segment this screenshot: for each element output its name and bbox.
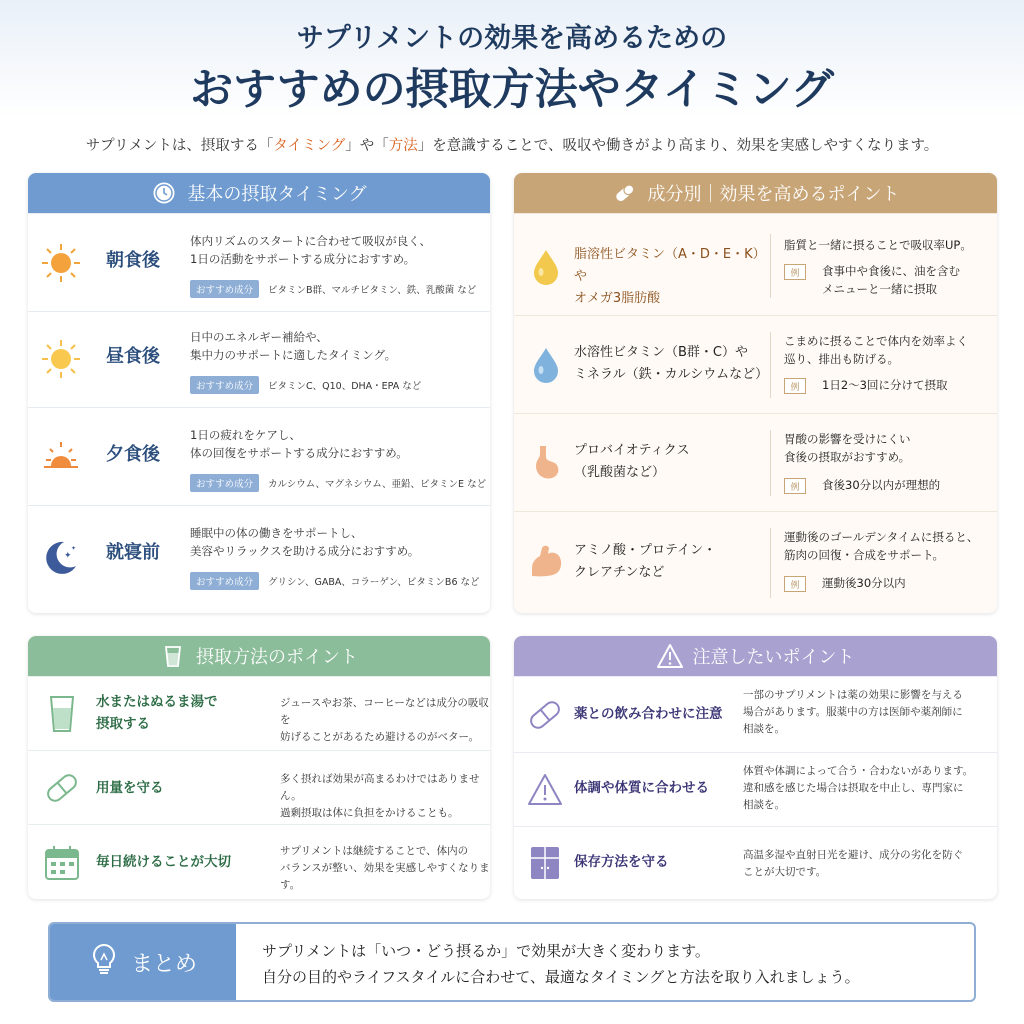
nutrient-example-line: 食事中や食後に、油を含む <box>822 264 960 278</box>
nutrient-panel-title: 成分別｜効果を高めるポイント <box>647 184 900 205</box>
summary-label: まとめ <box>130 951 197 977</box>
method-desc-line: 妨げることがあるため避けるのがベター。 <box>280 731 480 743</box>
method-name: 毎日続けることが大切 <box>96 854 231 870</box>
method-desc <box>280 695 490 746</box>
glass-icon <box>160 643 186 669</box>
caution-row-condition <box>514 752 997 826</box>
stomach-icon <box>526 442 566 484</box>
capsule-icon <box>612 180 638 206</box>
nutrient-name <box>574 244 774 310</box>
caution-desc-line: ことが大切です。 <box>743 866 827 878</box>
nutrient-name-line: アミノ酸・プロテイン・ <box>574 543 717 558</box>
nutrient-desc <box>784 332 994 368</box>
nutrient-desc-line: 胃酸の影響を受けにくい <box>784 432 911 446</box>
water-drop-icon <box>526 344 566 386</box>
recommend-badge: おすすめ成分 <box>190 572 259 590</box>
nutrient-name <box>574 342 774 386</box>
caution-desc-line: 違和感を感じた場合は摂取を中止し、専門家に <box>743 782 964 794</box>
summary-label-block <box>50 924 236 1000</box>
method-row-continue <box>28 824 490 899</box>
nutrient-name-line: 脂溶性ビタミン（A・D・E・K）や <box>574 247 766 284</box>
intro-text <box>0 134 1024 155</box>
method-name-line: 摂取する <box>96 716 150 732</box>
intro-pre: サプリメントは、摂取する「 <box>85 138 274 154</box>
intro-mid: 」や「 <box>345 138 389 154</box>
timing-desc-line: 日中のエネルギー補給や、 <box>190 330 328 344</box>
timing-name: 昼食後 <box>106 346 160 367</box>
nutrient-row-water-soluble <box>514 315 997 413</box>
nutrient-desc <box>784 430 994 466</box>
caution-desc-line: 相談を。 <box>743 799 785 811</box>
lightbulb-icon <box>89 942 119 982</box>
caution-desc-line: 場合があります。服薬中の方は医師や薬剤師に <box>743 706 963 718</box>
nutrient-example-line: メニューと一緒に摂取 <box>822 282 937 296</box>
timing-desc-line: 美容やリラックスを助ける成分におすすめ。 <box>190 544 420 558</box>
example-badge: 例 <box>784 478 806 494</box>
method-desc-line: 多く摂れば効果が高まるわけではありません。 <box>280 773 480 802</box>
caution-desc <box>743 763 993 814</box>
sun-icon <box>40 242 82 284</box>
method-panel-header <box>28 636 490 676</box>
timing-desc <box>190 328 490 364</box>
caution-name: 体調や体質に合わせる <box>574 780 709 796</box>
nutrient-example: 食後30分以内が理想的 <box>822 478 941 492</box>
timing-desc-line: 1日の活動をサポートする成分におすすめ。 <box>190 252 416 266</box>
nutrient-name-line: （乳酸菌など） <box>574 465 666 480</box>
nutrient-example <box>822 262 997 298</box>
method-name-line: 水またはぬるま湯で <box>96 694 218 710</box>
caution-panel-title: 注意したいポイント <box>692 647 855 668</box>
summary-line: サプリメントは「いつ・どう摂るか」で効果が大きく変わります。 <box>262 942 710 960</box>
nutrient-row-probiotics <box>514 413 997 511</box>
recommend-supplements: ビタミンB群、マルチビタミン、鉄、乳酸菌 など <box>268 285 477 296</box>
summary-text <box>262 938 962 990</box>
caution-row-storage <box>514 826 997 899</box>
method-desc-line: 過剰摂取は体に負担をかけることも。 <box>280 807 459 819</box>
example-badge: 例 <box>784 576 806 592</box>
timing-panel-title: 基本の摂取タイミング <box>187 184 367 205</box>
nutrient-desc: 脂質と一緒に摂ることで吸収率UP。 <box>784 238 972 252</box>
nutrient-example: 1日2〜3回に分けて摂取 <box>822 378 948 392</box>
example-badge: 例 <box>784 264 806 280</box>
timing-panel <box>28 173 490 613</box>
warning-icon <box>657 643 683 669</box>
nutrient-example: 運動後30分以内 <box>822 576 906 590</box>
method-desc-line: ジュースやお茶、コーヒーなどは成分の吸収を <box>280 697 489 726</box>
timing-desc-line: 睡眠中の体の働きをサポートし、 <box>190 526 363 540</box>
page-title-line1: サプリメントの効果を高めるための <box>296 23 728 54</box>
oil-drop-icon <box>526 246 566 288</box>
water-glass-icon <box>42 694 82 734</box>
recommend-badge: おすすめ成分 <box>190 376 259 394</box>
divider <box>770 430 771 496</box>
timing-row-bedtime <box>28 505 490 613</box>
nutrient-name-line: ミネラル（鉄・カルシウムなど） <box>574 367 769 382</box>
cabinet-icon <box>526 844 564 882</box>
caution-panel-header <box>514 636 997 676</box>
nutrient-desc <box>784 528 994 564</box>
divider <box>770 528 771 598</box>
timing-desc <box>190 426 490 462</box>
caution-panel <box>514 636 997 899</box>
summary-line: 自分の目的やライフスタイルに合わせて、最適なタイミングと方法を取り入れましょう。 <box>262 968 860 986</box>
timing-name: 就寝前 <box>106 542 160 563</box>
method-row-dosage <box>28 750 490 824</box>
intro-highlight-method: 方法 <box>388 138 418 154</box>
caution-desc-line: 高温多湿や直射日光を避け、成分の劣化を防ぐ <box>743 849 964 861</box>
timing-row-dinner <box>28 407 490 505</box>
clock-icon <box>151 180 177 206</box>
method-name: 用量を守る <box>96 780 164 796</box>
nutrient-name-line: プロバイオティクス <box>574 443 690 458</box>
method-desc <box>280 771 490 822</box>
nutrient-desc-line: こまめに摂ることで体内を効率よく <box>784 334 968 348</box>
caution-name: 保存方法を守る <box>574 854 669 870</box>
timing-desc <box>190 524 490 560</box>
method-panel <box>28 636 490 899</box>
method-name <box>96 691 264 735</box>
nutrient-panel <box>514 173 997 613</box>
summary-box <box>48 922 976 1002</box>
caution-row-drug <box>514 676 997 752</box>
nutrient-row-amino <box>514 511 997 613</box>
sun-icon <box>40 338 82 380</box>
pill-icon <box>526 696 564 734</box>
caution-desc-line: 一部のサプリメントは薬の効果に影響を与える <box>743 689 963 701</box>
caution-desc-line: 相談を。 <box>743 723 785 735</box>
recommend-supplements: カルシウム、マグネシウム、亜鉛、ビタミンE など <box>268 479 487 490</box>
timing-desc <box>190 232 490 268</box>
nutrient-name-line: 水溶性ビタミン（B群・C）や <box>574 345 748 360</box>
svg-text:✦: ✦ <box>71 545 77 552</box>
recommend-badge: おすすめ成分 <box>190 280 259 298</box>
intro-post: 」を意識することで、吸収や働きがより高まり、効果を実感しやすくなります。 <box>417 138 939 154</box>
nutrient-desc-line: 巡り、排出も防げる。 <box>784 352 899 366</box>
nutrient-name <box>574 540 774 584</box>
recommend-supplements: ビタミンC、Q10、DHA・EPA など <box>268 381 422 392</box>
pill-icon <box>42 768 82 808</box>
recommend-badge: おすすめ成分 <box>190 474 259 492</box>
nutrient-panel-header <box>514 173 997 213</box>
moon-icon <box>40 536 82 578</box>
nutrient-name-line: クレアチンなど <box>574 565 665 580</box>
warning-icon <box>526 771 564 809</box>
caution-desc-line: 体質や体調によって合う・合わないがあります。 <box>743 765 974 777</box>
timing-row-breakfast <box>28 213 490 311</box>
page-title-line2: おすすめの摂取方法やタイミング <box>190 65 834 115</box>
intro-highlight-timing: タイミング <box>273 138 346 154</box>
svg-text:✦: ✦ <box>64 551 72 561</box>
divider <box>770 332 771 398</box>
muscle-icon <box>526 540 566 582</box>
method-row-water <box>28 676 490 750</box>
timing-desc-line: 体内リズムのスタートに合わせて吸収が良く、 <box>190 234 432 248</box>
caution-desc <box>743 687 993 738</box>
example-badge: 例 <box>784 378 806 394</box>
nutrient-desc-line: 筋肉の回復・合成をサポート。 <box>784 548 944 562</box>
method-desc-line: サプリメントは継続することで、体内の <box>280 845 469 857</box>
nutrient-name-line: オメガ3脂肪酸 <box>574 291 661 306</box>
timing-panel-header <box>28 173 490 213</box>
divider <box>770 234 771 298</box>
nutrient-name <box>574 440 774 484</box>
method-panel-title: 摂取方法のポイント <box>196 647 358 668</box>
timing-desc-line: 1日の疲れをケアし、 <box>190 428 301 442</box>
method-desc-line: バランスが整い、効果を実感しやすくなります。 <box>280 862 490 891</box>
nutrient-desc-line: 運動後のゴールデンタイムに摂ると、 <box>784 530 979 544</box>
caution-name: 薬との飲み合わせに注意 <box>574 706 723 722</box>
caution-desc <box>743 847 993 881</box>
nutrient-desc-line: 食後の摂取がおすすめ。 <box>784 450 911 464</box>
timing-desc-line: 集中力のサポートに適したタイミング。 <box>190 348 397 362</box>
recommend-supplements: グリシン、GABA、コラーゲン、ビタミンB6 など <box>268 577 480 588</box>
timing-name: 朝食後 <box>106 250 160 271</box>
timing-desc-line: 体の回復をサポートする成分におすすめ。 <box>190 446 408 460</box>
timing-name: 夕食後 <box>106 444 160 465</box>
calendar-icon <box>42 843 82 883</box>
timing-row-lunch <box>28 311 490 407</box>
sunset-icon <box>40 436 82 478</box>
method-desc <box>280 843 490 894</box>
nutrient-row-fat-soluble <box>514 213 997 315</box>
